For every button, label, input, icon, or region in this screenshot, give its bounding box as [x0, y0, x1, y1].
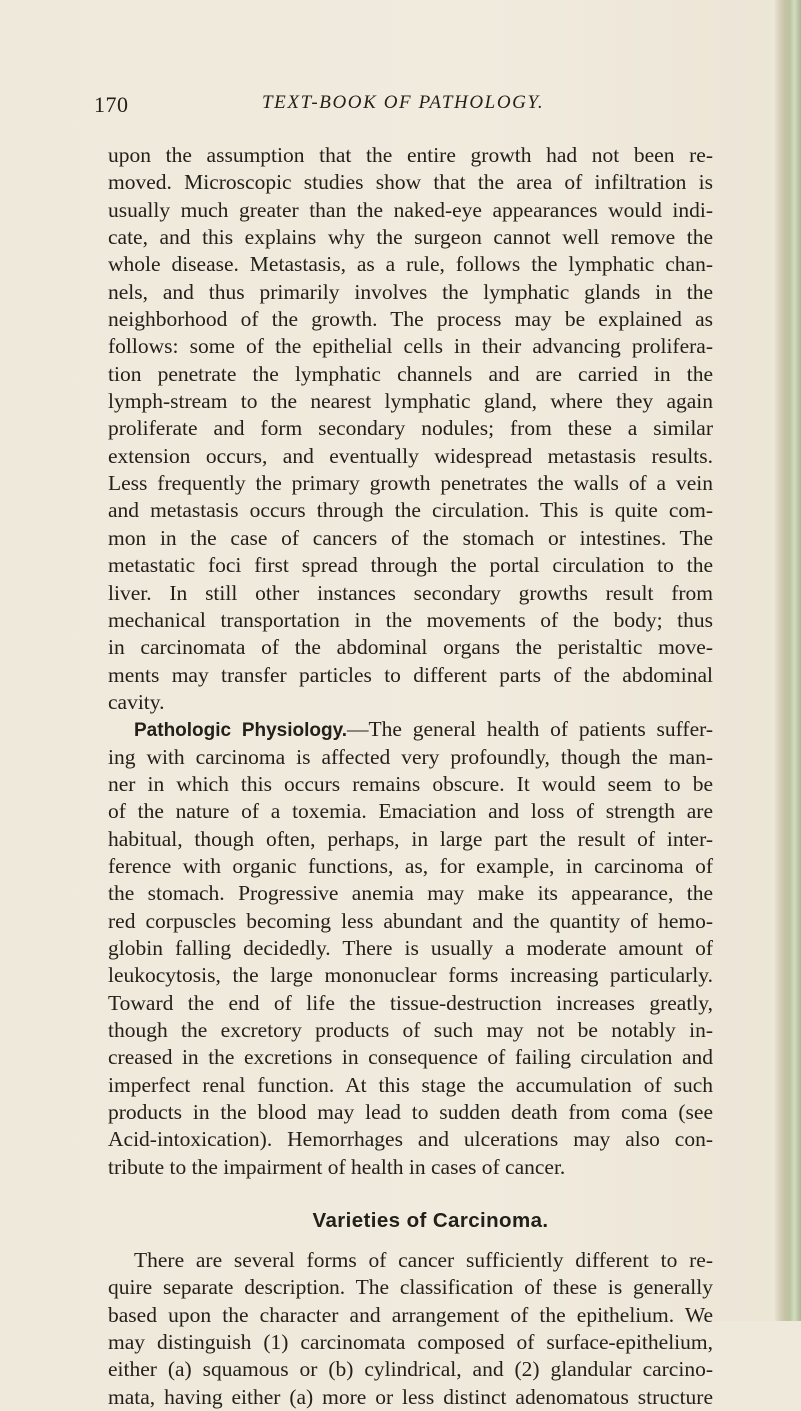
running-head: TEXT-BOOK OF PATHOLOGY.: [262, 92, 545, 113]
text-line: mechanical transportation in the movements of the body; thus: [108, 607, 713, 632]
paragraph-pathologic-physiology: [108, 716, 713, 1181]
text-line: usually much greater than the naked-eye appearances would indi-: [108, 197, 713, 222]
text-line: imperfect renal function. At this stage the accumulation of such: [108, 1072, 713, 1097]
text-line: ference with organic functions, as, for example, in carcinoma of: [108, 853, 713, 878]
text-line: products in the blood may lead to sudden death from coma (see: [108, 1100, 713, 1125]
text-line: lymph-stream to the nearest lymphatic gland, where they again: [108, 389, 713, 414]
text-line: the stomach. Progressive anemia may make its appearance, the: [108, 881, 713, 906]
text-line: cate, and this explains why the surgeon cannot well remove the: [108, 225, 713, 250]
text-line: metastatic foci first spread through the portal circulation to the: [108, 553, 713, 578]
paragraph-metastasis: [108, 142, 713, 716]
paragraph-varieties: [108, 1247, 713, 1411]
text-line: neighborhood of the growth. The process may be explained as: [108, 307, 713, 332]
text-line: moved. Microscopic studies show that the area of infiltration is: [108, 170, 713, 195]
text-line: either (a) squamous or (b) cylindrical, and (2) glandular carcino-: [108, 1357, 713, 1382]
text-line: extension occurs, and eventually widespread metastasis results.: [108, 443, 713, 468]
text-line: Toward the end of life the tissue-destruction increases greatly,: [108, 990, 713, 1015]
text-line-rest: —The general health of patients suffer-: [347, 717, 713, 742]
text-line: proliferate and form secondary nodules; from these a similar: [108, 416, 713, 441]
text-line: Less frequently the primary growth penetrates the walls of a vein: [108, 471, 713, 496]
text-line: ing with carcinoma is affected very profoundly, though the man-: [108, 744, 713, 769]
text-line: globin falling decidedly. There is usually a moderate amount of: [108, 935, 713, 960]
text-line: habitual, though often, perhaps, in large part the result of inter-: [108, 826, 713, 851]
text-line: red corpuscles becoming less abundant and the quantity of hemo-: [108, 908, 713, 933]
text-line: There are several forms of cancer sufficiently different to re-: [134, 1248, 713, 1273]
text-line: of the nature of a toxemia. Emaciation and loss of strength are: [108, 799, 713, 824]
text-line: liver. In still other instances secondary growths result from: [108, 580, 713, 605]
page-header: [94, 92, 714, 122]
page-body: [108, 142, 713, 1411]
text-line: cavity.: [108, 689, 165, 714]
text-line: leukocytosis, the large mononuclear forms increasing particularly.: [108, 963, 713, 988]
text-line: though the excretory products of such may not be notably in-: [108, 1018, 713, 1042]
text-line: creased in the excretions in consequence of failing circulation and: [108, 1045, 713, 1070]
section-heading: Varieties of Carcinoma.: [312, 1209, 549, 1233]
text-line: in carcinomata of the abdominal organs the peristaltic move-: [108, 635, 713, 660]
text-line: mon in the case of cancers of the stomach or intestines. The: [108, 525, 713, 550]
text-line: and metastasis occurs through the circulation. This is quite com-: [108, 498, 713, 523]
text-line: follows: some of the epithelial cells in their advancing prolifera-: [108, 334, 713, 359]
text-line: quire separate description. The classification of these is generally: [108, 1275, 713, 1300]
text-line: whole disease. Metastasis, as a rule, follows the lymphatic chan-: [108, 252, 713, 277]
text-line: Acid-intoxication). Hemorrhages and ulcerations may also con-: [108, 1127, 713, 1152]
run-in-heading: Pathologic Physiology.: [134, 720, 348, 742]
text-line: may distinguish (1) carcinomata composed of surface-epithelium,: [108, 1330, 713, 1355]
paragraph-lines: [108, 744, 713, 1182]
text-line: nels, and thus primarily involves the lymphatic glands in the: [108, 279, 713, 304]
text-line: upon the assumption that the entire growth had not been re-: [108, 143, 713, 167]
page-binding-edge: [775, 0, 801, 1321]
page-number: 170: [94, 92, 129, 117]
text-line: tribute to the impairment of health in cases of cancer.: [108, 1154, 566, 1179]
text-line: [108, 716, 713, 743]
text-line: ments may transfer particles to different parts of the abdominal: [108, 662, 713, 687]
text-line: mata, having either (a) more or less distinct adenomatous structure: [108, 1384, 713, 1409]
text-line: ner in which this occurs remains obscure. It would seem to be: [108, 771, 713, 796]
text-line: based upon the character and arrangement of the epithelium. We: [108, 1302, 713, 1327]
text-line: tion penetrate the lymphatic channels and are carried in the: [108, 361, 713, 386]
